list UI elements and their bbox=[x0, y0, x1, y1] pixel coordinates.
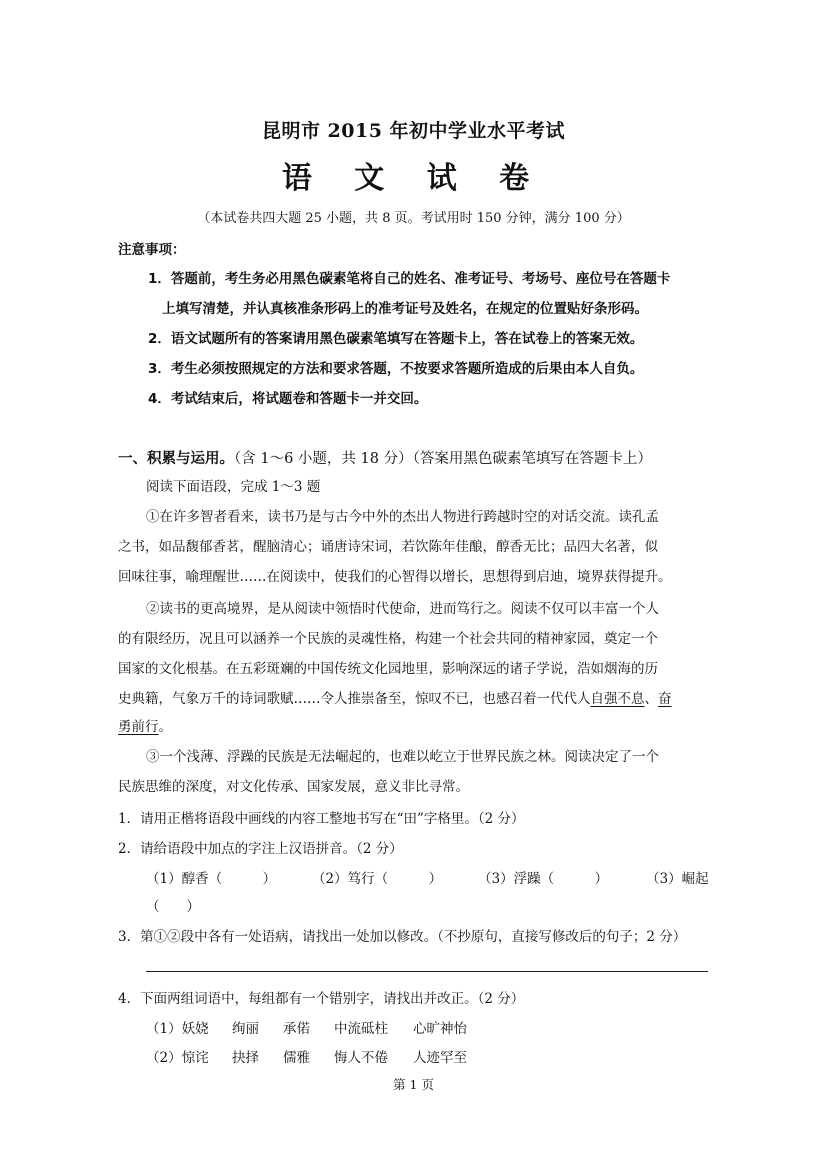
question-2-option-4-blank: （ ） bbox=[146, 899, 200, 915]
notice-heading: 注意事项： bbox=[118, 242, 186, 258]
exam-title: 昆明市 2015 年初中学业水平考试 bbox=[261, 120, 566, 142]
notice-item-1-cont: 上填写清楚，并认真核准条形码上的准考证号及姓名，在规定的位置贴好条形码。 bbox=[162, 301, 648, 317]
question-4-group-2-item-5: 人迹罕至 bbox=[413, 1050, 467, 1066]
question-4-group-2-item-1: （2）惊诧 bbox=[146, 1050, 209, 1066]
question-4-group-1-item-3: 承偌 bbox=[283, 1021, 310, 1037]
period: 。 bbox=[158, 719, 172, 735]
exam-info: （本试卷共四大题 25 小题，共 8 页。考试用时 150 分钟，满分 100 分） bbox=[197, 211, 630, 226]
paragraph-2-line-4-text: 史典籍，气象万千的诗词歌赋……令人推崇备至，惊叹不已，也感召着一代代人 bbox=[118, 691, 591, 707]
question-4-group-1-item-4: 中流砥柱 bbox=[334, 1021, 388, 1037]
page-number: 第 1 页 bbox=[393, 1077, 434, 1092]
paragraph-3-line-2: 民族思维的深度，对文化传承、国家发展，意义非比寻常。 bbox=[118, 779, 469, 795]
underlined-phrase-2-start: 奋 bbox=[658, 691, 672, 707]
paragraph-3-line-1: ③一个浅薄、浮躁的民族是无法崛起的，也难以屹立于世界民族之林。阅读决定了一个 bbox=[146, 749, 659, 765]
paragraph-2-line-4 bbox=[118, 687, 672, 707]
paragraph-2-line-3: 国家的文化根基。在五彩斑斓的中国传统文化园地里，影响深远的诸子学说，浩如烟海的历 bbox=[118, 661, 658, 677]
question-4-group-2-item-4: 悔人不倦 bbox=[334, 1050, 388, 1066]
question-2-option-4: （3）崛起 bbox=[646, 871, 709, 887]
section-1-heading bbox=[118, 447, 652, 468]
notice-item-2: 2．语文试题所有的答案请用黑色碳素笔填写在答题卡上，答在试卷上的答案无效。 bbox=[148, 331, 644, 347]
exam-subject: 语 文 试 卷 bbox=[281, 161, 546, 196]
question-4-group-1-item-1: （1）妖娆 bbox=[146, 1021, 209, 1037]
question-2-option-1: （1）醇香（ ） bbox=[146, 871, 277, 887]
question-1: 1．请用正楷将语段中画线的内容工整地书写在“田”字格里。（2 分） bbox=[118, 811, 525, 827]
notice-item-3: 3．考生必须按照规定的方法和要求答题，不按要求答题所造成的后果由本人自负。 bbox=[148, 361, 644, 377]
question-2: 2．请给语段中加点的字注上汉语拼音。（2 分） bbox=[118, 841, 403, 857]
paragraph-1-line-3: 回味往事，喻理醒世……在阅读中，使我们的心智得以增长，思想得到启迪，境界获得提升。 bbox=[118, 569, 672, 585]
section-1-note: （含 1～6 小题，共 18 分）（答案用黑色碳素笔填写在答题卡上） bbox=[234, 451, 652, 467]
question-4: 4．下面两组词语中，每组都有一个错别字，请找出并改正。（2 分） bbox=[118, 991, 525, 1007]
section-1-title: 一、积累与运用。 bbox=[118, 451, 234, 467]
paragraph-2-line-1: ②读书的更高境界，是从阅读中领悟时代使命，进而笃行之。阅读不仅可以丰富一个人 bbox=[146, 601, 659, 617]
paragraph-1-line-2: 之书，如品馥郁香茗，醒脑清心；诵唐诗宋词，若饮陈年佳酿，醇香无比；品四大名著，似 bbox=[118, 539, 658, 555]
notice-item-1: 1．答题前，考生务必用黑色碳素笔将自己的姓名、准考证号、考场号、座位号在答题卡 bbox=[148, 271, 671, 287]
underlined-phrase-1: 自强不息 bbox=[590, 691, 645, 707]
question-4-group-2-item-3: 儒雅 bbox=[283, 1050, 310, 1066]
question-4-group-1-item-5: 心旷神怡 bbox=[413, 1021, 467, 1037]
question-2-option-2: （2）笃行（ ） bbox=[312, 871, 443, 887]
separator: 、 bbox=[644, 691, 658, 707]
paragraph-2-line-2: 的有限经历，况且可以涵养一个民族的灵魂性格，构建一个社会共同的精神家园，奠定一个 bbox=[118, 631, 658, 647]
question-4-group-2-item-2: 抉择 bbox=[232, 1050, 259, 1066]
paragraph-1-line-1: ①在许多智者看来，读书乃是与古今中外的杰出人物进行跨越时空的对话交流。读孔孟 bbox=[146, 509, 659, 525]
paragraph-2-line-5 bbox=[118, 715, 172, 735]
notice-item-4: 4．考试结束后，将试题卷和答题卡一并交回。 bbox=[148, 391, 428, 407]
question-4-group-1-item-2: 绚丽 bbox=[232, 1021, 259, 1037]
reading-intro: 阅读下面语段，完成 1～3 题 bbox=[146, 479, 321, 495]
question-3: 3．第①②段中各有一处语病，请找出一处加以修改。（不抄原句，直接写修改后的句子；2 分） bbox=[118, 929, 687, 945]
answer-line bbox=[146, 971, 708, 972]
underlined-phrase-2-end: 勇前行 bbox=[118, 719, 159, 735]
question-2-option-3: （3）浮躁（ ） bbox=[478, 871, 609, 887]
